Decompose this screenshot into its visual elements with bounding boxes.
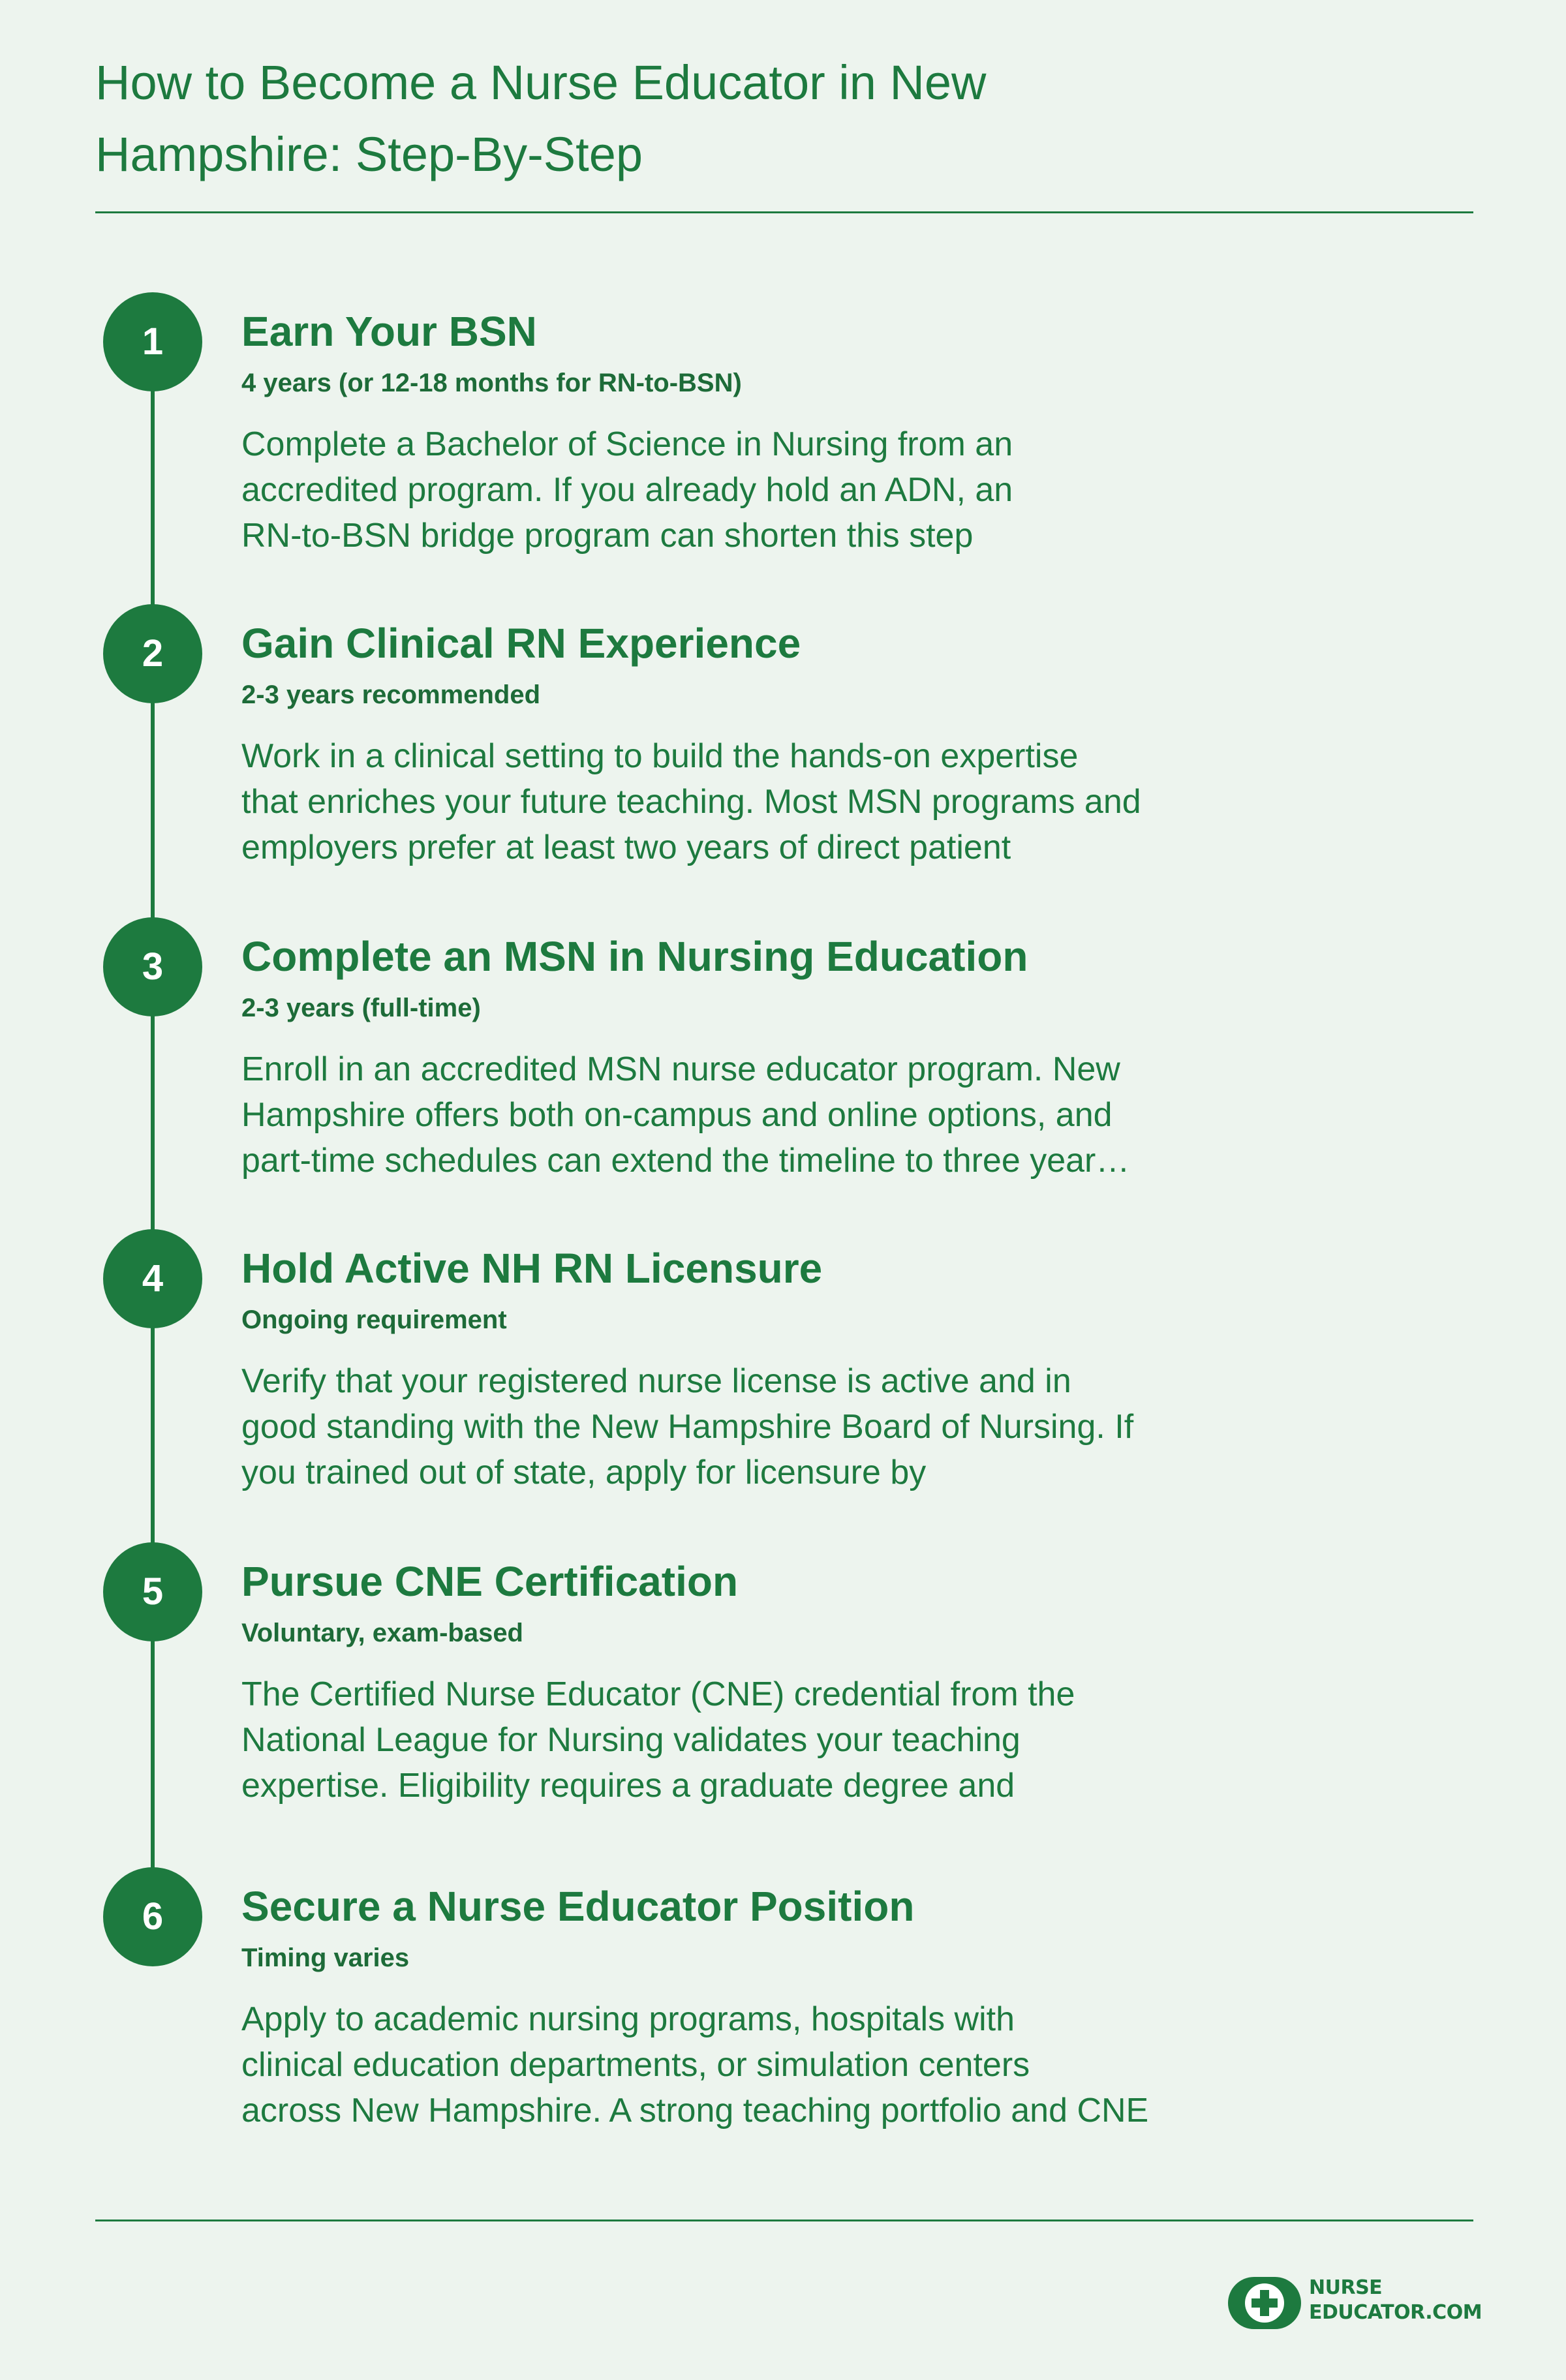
- step-title: Secure a Nurse Educator Position: [241, 1883, 915, 1930]
- step-description-line: across New Hampshire. A strong teaching portfolio and CNE: [241, 2092, 1149, 2129]
- step-title: Gain Clinical RN Experience: [241, 620, 801, 667]
- step-description-line: Apply to academic nursing programs, hospitals with: [241, 2000, 1015, 2038]
- step-description-line: you trained out of state, apply for licensure by: [241, 1454, 927, 1491]
- step-item-3: [0, 917, 1566, 1217]
- step-description: [241, 1358, 1233, 1495]
- medical-cross-icon: [1228, 2277, 1301, 2329]
- step-description-line: employers prefer at least two years of direct patient: [241, 829, 1011, 866]
- step-number-badge: 1: [103, 292, 202, 391]
- step-duration: Voluntary, exam-based: [241, 1619, 523, 1647]
- step-description-line: Complete a Bachelor of Science in Nursing from an: [241, 425, 1013, 463]
- step-item-2: [0, 604, 1566, 904]
- page-title-line-1: How to Become a Nurse Educator in New: [95, 55, 987, 110]
- step-description: [241, 1996, 1233, 2133]
- step-number-badge: 2: [103, 604, 202, 703]
- step-description-line: good standing with the New Hampshire Board of Nursing. If: [241, 1408, 1134, 1446]
- step-description-line: Verify that your registered nurse license is active and in: [241, 1362, 1071, 1400]
- step-duration: 2-3 years (full-time): [241, 994, 481, 1022]
- step-description-line: The Certified Nurse Educator (CNE) credential from the: [241, 1675, 1075, 1713]
- step-title: Earn Your BSN: [241, 308, 537, 355]
- step-description-line: Enroll in an accredited MSN nurse educator program. New: [241, 1050, 1120, 1088]
- step-description-line: clinical education departments, or simulation centers: [241, 2046, 1030, 2084]
- top-divider: [95, 211, 1473, 213]
- step-number-badge: 6: [103, 1867, 202, 1966]
- bottom-divider: [95, 2220, 1473, 2221]
- logo-line-1: NURSE: [1309, 2276, 1383, 2299]
- step-description-line: accredited program. If you already hold an ADN, an: [241, 471, 1013, 509]
- step-duration: Timing varies: [241, 1944, 410, 1972]
- logo-wordmark: [1309, 2276, 1482, 2325]
- step-description-line: Hampshire offers both on-campus and online options, and: [241, 1096, 1113, 1134]
- step-duration: 4 years (or 12-18 months for RN-to-BSN): [241, 369, 742, 397]
- step-description: [241, 421, 1233, 558]
- step-description: [241, 1046, 1233, 1183]
- step-title: Hold Active NH RN Licensure: [241, 1245, 823, 1292]
- step-description-line: part-time schedules can extend the timeline to three year…: [241, 1142, 1130, 1180]
- step-number-badge: 5: [103, 1542, 202, 1641]
- nurse-educator-logo[interactable]: [1228, 2273, 1482, 2338]
- step-number-badge: 4: [103, 1229, 202, 1328]
- step-description: [241, 1671, 1233, 1808]
- logo-line-2: EDUCATOR.COM: [1309, 2301, 1482, 2324]
- step-description-line: RN-to-BSN bridge program can shorten this step: [241, 517, 974, 555]
- step-item-1: [0, 292, 1566, 592]
- step-title: Complete an MSN in Nursing Education: [241, 933, 1028, 980]
- step-title: Pursue CNE Certification: [241, 1558, 739, 1605]
- step-number-badge: 3: [103, 917, 202, 1016]
- page-title-line-2: Hampshire: Step-By-Step: [95, 127, 643, 181]
- step-description-line: National League for Nursing validates your teaching: [241, 1721, 1021, 1759]
- step-item-5: [0, 1542, 1566, 1842]
- step-description-line: expertise. Eligibility requires a graduate degree and: [241, 1767, 1015, 1805]
- step-duration: 2-3 years recommended: [241, 680, 541, 709]
- step-description-line: that enriches your future teaching. Most MSN programs and: [241, 783, 1141, 821]
- step-description-line: Work in a clinical setting to build the hands-on expertise: [241, 737, 1079, 775]
- step-item-4: [0, 1229, 1566, 1529]
- step-item-6: [0, 1867, 1566, 2167]
- step-description: [241, 733, 1233, 870]
- step-duration: Ongoing requirement: [241, 1305, 507, 1334]
- page-title: [95, 47, 1400, 191]
